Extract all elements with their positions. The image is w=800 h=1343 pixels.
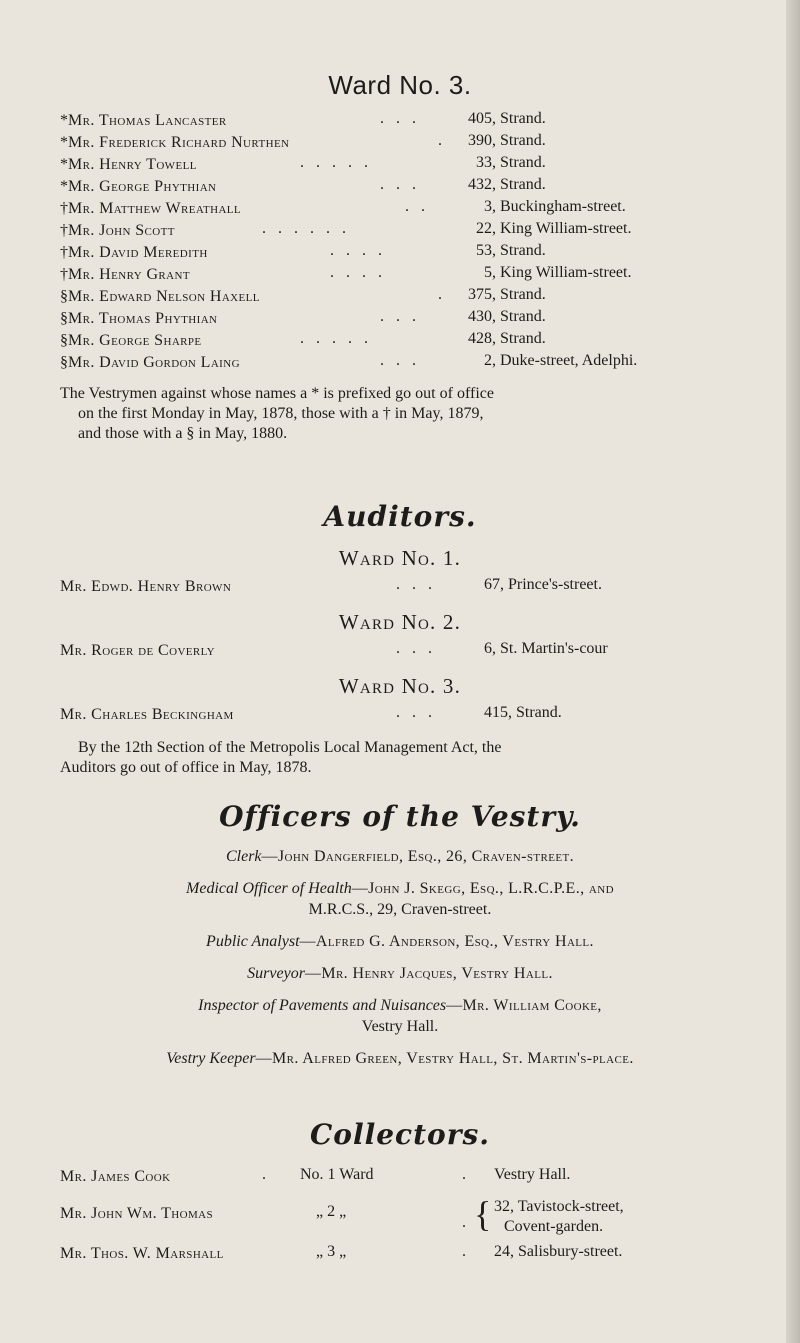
- auditors-heading: Auditors.: [323, 500, 477, 533]
- address: 33, Strand.: [476, 154, 546, 171]
- list-item: Mr. John Wm. Thomas: [60, 1205, 214, 1222]
- address: 22, King William-street.: [476, 220, 632, 237]
- auditor-name: Mr. Charles Beckingham: [60, 706, 234, 723]
- address: 24, Salisbury-street.: [494, 1243, 623, 1260]
- address: 32, Tavistock-street,: [494, 1198, 624, 1215]
- list-item: †Mr. David Meredith: [60, 244, 208, 261]
- list-item: Mr. James Cook: [60, 1168, 171, 1185]
- address: 428, Strand.: [468, 330, 546, 347]
- auditor-name: Mr. Edwd. Henry Brown: [60, 578, 232, 595]
- vestrymen-note: The Vestrymen against whose names a * is prefixed go out of office on the first Monday in May, 1878, those with a † in May, 1879, and those with a § in May, 1880.: [60, 385, 494, 442]
- list-item: §Mr. David Gordon Laing: [60, 354, 240, 371]
- address: 375, Strand.: [468, 286, 546, 303]
- list-item: *Mr. Henry Towell: [60, 156, 197, 173]
- brace-icon: {: [474, 1194, 492, 1234]
- officers-heading: Officers of the Vestry.: [219, 800, 581, 833]
- document-page: Ward No. 3. *Mr. Thomas Lancaster 405, Strand. *Mr. Frederick Richard Nurthen 390, Strand. *Mr. Henry Towell 33, Strand. *Mr. George Phythian 432, Strand. †Mr. Matthew Wreathall 3, Buckingham-street. †Mr. John Scott 22, King William-street. †Mr. David Meredith 53, Strand. †Mr. Henry Grant 5, King William-street. §Mr. Edward Nelson Haxell 375, Strand. §Mr. Thomas Phythian 430, Strand. §Mr. George Sharpe 428, Strand. §Mr. David Gordon Laing 2, Duke-street, Adelphi. ... . ..... ... .. ...... .... .... . ... ..... ... The Vestrymen against whose names a * is prefixed go out of office on the first Monday in May, 1878, those with a † in May, 1879, and those with a § in May, 1880. Auditors. Ward No. 1. Mr. Edwd. Henry Brown ... 67, Prince's-street. Ward No. 2. Mr. Roger de Coverly ... 6, St. Martin's-cour Ward No. 3. Mr. Charles Beckingham ... 415, Strand. By the 12th Section of the Metropolis Local Management Act, the Auditors go out of office in May, 1878. Officers of the Vestry. Clerk—John Dangerfield, Esq., 26, Craven-street. Medical Officer of Health—John J. Skegg, Esq., L.R.C.P.E., and M.R.C.S., 29, Craven-street. Public Analyst—Alfred G. Anderson, Esq., Vestry Hall. Surveyor—Mr. Henry Jacques, Vestry Hall. Inspector of Pavements and Nuisances—Mr. William Cooke, Vestry Hall. Vestry Keeper—Mr. Alfred Green, Vestry Hall, St. Martin's-place. Collectors. Mr. James Cook . No. 1 Ward . Vestry Hall. Mr. John Wm. Thomas „ 2 „ . { 32, Tavistock-street, Covent-garden. Mr. Thos. W. Marshall „ 3 „ . 24, Salisbury-street.: [0, 0, 800, 1343]
- list-item: †Mr. John Scott: [60, 222, 175, 239]
- collector-ward: „ 2 „: [316, 1203, 347, 1220]
- address: 415, Strand.: [484, 704, 562, 721]
- address: 6, St. Martin's-cour: [484, 640, 608, 657]
- surveyor-entry: Surveyor—Mr. Henry Jacques, Vestry Hall.: [247, 965, 553, 982]
- medical-officer-entry: Medical Officer of Health—John J. Skegg, Esq., L.R.C.P.E., and: [186, 880, 614, 897]
- clerk-entry: Clerk—John Dangerfield, Esq., 26, Craven-street.: [225, 848, 575, 865]
- ward-heading: Ward No. 2.: [338, 610, 462, 634]
- address: 390, Strand.: [468, 132, 546, 149]
- list-item: †Mr. Henry Grant: [60, 266, 190, 283]
- auditors-note: By the 12th Section of the Metropolis Local Management Act, the Auditors go out of office in May, 1878.: [60, 739, 502, 776]
- list-item: *Mr. Thomas Lancaster: [60, 112, 227, 129]
- inspector-entry: Inspector of Pavements and Nuisances—Mr. William Cooke,: [198, 997, 602, 1014]
- collector-ward: No. 1 Ward: [300, 1166, 374, 1183]
- address: 2, Duke-street, Adelphi.: [484, 352, 638, 369]
- address: Vestry Hall.: [494, 1166, 571, 1183]
- address: 5, King William-street.: [484, 264, 632, 281]
- address: 405, Strand.: [468, 110, 546, 127]
- ward-heading: Ward No. 3.: [338, 674, 462, 698]
- list-item: *Mr. Frederick Richard Nurthen: [60, 134, 290, 151]
- list-item: Mr. Thos. W. Marshall: [60, 1245, 224, 1262]
- list-item: §Mr. George Sharpe: [60, 332, 202, 349]
- address: 53, Strand.: [476, 242, 546, 259]
- inspector-entry-cont: Vestry Hall.: [361, 1018, 439, 1035]
- auditor-name: Mr. Roger de Coverly: [60, 642, 216, 659]
- list-item: *Mr. George Phythian: [60, 178, 217, 195]
- collectors-heading: Collectors.: [310, 1118, 490, 1151]
- ward-title: Ward No. 3.: [328, 70, 472, 100]
- list-item: §Mr. Thomas Phythian: [60, 310, 218, 327]
- address: 67, Prince's-street.: [484, 576, 602, 593]
- medical-officer-entry-cont: M.R.C.S., 29, Craven-street.: [308, 901, 492, 918]
- address: 430, Strand.: [468, 308, 546, 325]
- collector-ward: „ 3 „: [316, 1243, 347, 1260]
- list-item: †Mr. Matthew Wreathall: [60, 200, 242, 217]
- address: 3, Buckingham-street.: [484, 198, 626, 215]
- list-item: §Mr. Edward Nelson Haxell: [60, 288, 260, 305]
- address: 432, Strand.: [468, 176, 546, 193]
- vestry-keeper-entry: Vestry Keeper—Mr. Alfred Green, Vestry Hall, St. Martin's-place.: [166, 1050, 634, 1067]
- address-cont: Covent-garden.: [504, 1218, 604, 1235]
- ward-heading: Ward No. 1.: [338, 546, 462, 570]
- analyst-entry: Public Analyst—Alfred G. Anderson, Esq., Vestry Hall.: [206, 933, 594, 950]
